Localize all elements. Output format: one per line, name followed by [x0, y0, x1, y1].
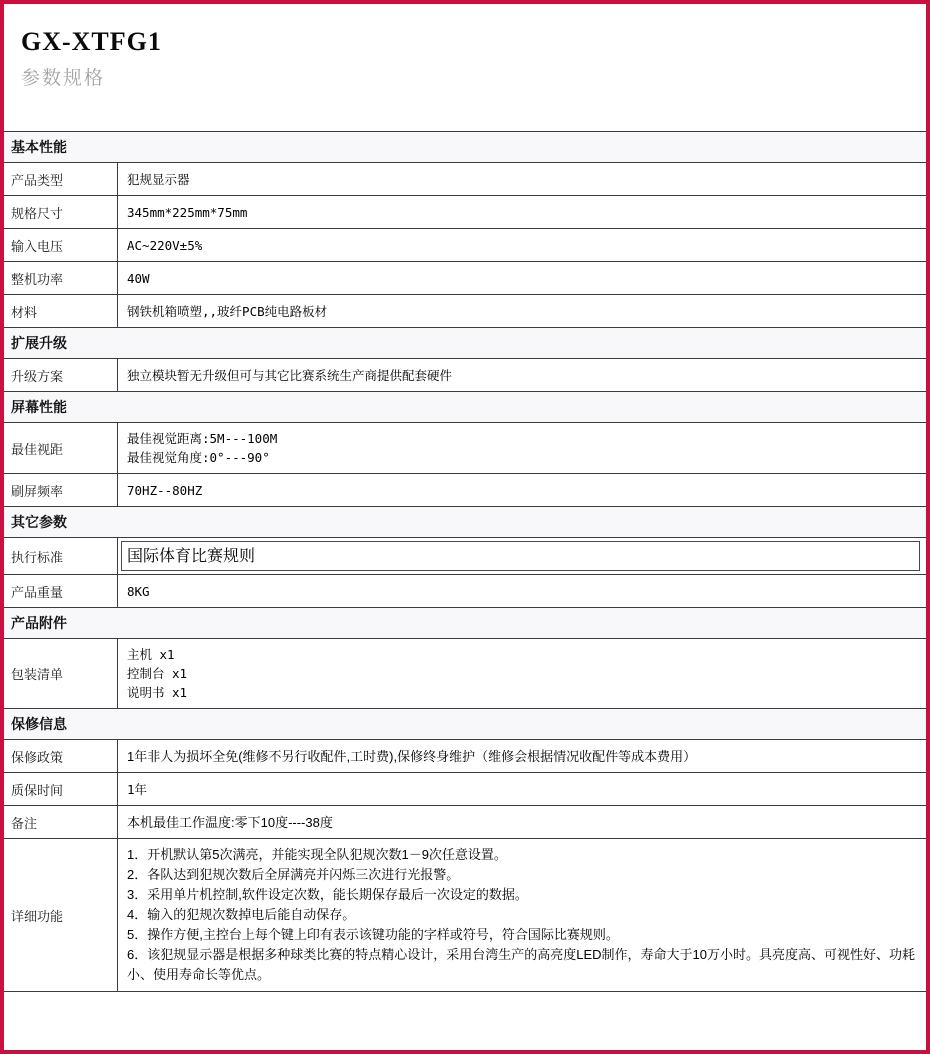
spec-row-upgrade-plan [4, 359, 926, 392]
spec-label: 备注 [4, 806, 118, 838]
spec-row-refresh-rate [4, 474, 926, 507]
standard-value-box: 国际体育比赛规则 [121, 541, 920, 571]
spec-value [118, 538, 926, 574]
spec-value: 345mm*225mm*75mm [127, 204, 248, 220]
spec-value: 40W [127, 270, 150, 286]
spec-label: 详细功能 [4, 839, 118, 991]
spec-row-warranty-period [4, 773, 926, 806]
spec-label: 输入电压 [4, 229, 118, 261]
spec-value: 钢铁机箱喷塑,,玻纤PCB纯电路板材 [127, 303, 328, 319]
page-header [4, 4, 926, 131]
spec-row-dimensions [4, 196, 926, 229]
spec-row-standard [4, 538, 926, 575]
spec-value: 8KG [127, 583, 150, 599]
spec-value: 独立模块暂无升级但可与其它比赛系统生产商提供配套硬件 [127, 367, 453, 383]
spec-value: 本机最佳工作温度:零下10度----38度 [127, 814, 333, 830]
spec-value: 犯规显示器 [127, 171, 190, 187]
section-header-upgrade: 扩展升级 [4, 328, 926, 359]
spec-value [118, 839, 926, 991]
section-header-accessories: 产品附件 [4, 608, 926, 639]
spec-value: 1年 [127, 781, 148, 797]
spec-row-detailed-functions [4, 839, 926, 992]
spec-value: 70HZ--80HZ [127, 482, 203, 498]
section-header-screen: 屏幕性能 [4, 392, 926, 423]
spec-row-warranty-policy [4, 740, 926, 773]
spec-value-line: 5．操作方便,主控台上每个键上印有表示该键功能的字样或符号，符合国际比赛规则。 [127, 927, 619, 942]
spec-value-line: 主机 x1 [127, 647, 175, 662]
spec-row-material [4, 295, 926, 328]
spec-value-line: 3．采用单片机控制,软件设定次数，能长期保存最后一次设定的数据。 [127, 887, 528, 902]
spec-value [118, 423, 926, 473]
spec-label: 最佳视距 [4, 423, 118, 473]
spec-value [118, 639, 926, 708]
spec-label: 产品重量 [4, 575, 118, 607]
spec-row-remarks [4, 806, 926, 839]
spec-label: 整机功率 [4, 262, 118, 294]
spec-row-power [4, 262, 926, 295]
spec-value-line: 说明书 x1 [127, 685, 188, 700]
section-header-other: 其它参数 [4, 507, 926, 538]
spec-label: 质保时间 [4, 773, 118, 805]
spec-row-viewing-distance [4, 423, 926, 474]
spec-value-line: 最佳视觉角度:0°---90° [127, 450, 270, 465]
section-header-basic: 基本性能 [4, 132, 926, 163]
spec-row-weight [4, 575, 926, 608]
spec-label: 材料 [4, 295, 118, 327]
page-title: GX-XTFG1 [21, 27, 162, 56]
spec-value-line: 控制台 x1 [127, 666, 188, 681]
spec-label: 刷屏频率 [4, 474, 118, 506]
page-subtitle: 参数规格 [21, 67, 106, 89]
spec-value-line: 6．该犯规显示器是根据多种球类比赛的特点精心设计，采用台湾生产的高亮度LED制作，寿命大于10万小时。具亮度高、可视性好、功耗小、使用寿命长等优点。 [127, 947, 915, 982]
spec-row-packing-list [4, 639, 926, 709]
spec-value-line: 4．输入的犯规次数掉电后能自动保存。 [127, 907, 356, 922]
spec-value-line: 1．开机默认第5次满亮，并能实现全队犯规次数1－9次任意设置。 [127, 847, 507, 862]
spec-label: 升级方案 [4, 359, 118, 391]
spec-value-line: 最佳视觉距离:5M---100M [127, 431, 278, 446]
spec-row-input-voltage [4, 229, 926, 262]
spec-row-product-type [4, 163, 926, 196]
spec-label: 规格尺寸 [4, 196, 118, 228]
section-header-warranty: 保修信息 [4, 709, 926, 740]
spec-label: 产品类型 [4, 163, 118, 195]
spec-label: 保修政策 [4, 740, 118, 772]
spec-table [4, 131, 926, 992]
spec-label: 执行标准 [4, 538, 118, 574]
spec-value: 1年非人为损坏全免(维修不另行收配件,工时费),保修终身维护（维修会根据情况收配件等成本费用） [127, 748, 697, 764]
spec-value: AC~220V±5% [127, 237, 203, 253]
spec-label: 包装清单 [4, 639, 118, 708]
spec-value-line: 2．各队达到犯规次数后全屏满亮并闪烁三次进行光报警。 [127, 867, 460, 882]
